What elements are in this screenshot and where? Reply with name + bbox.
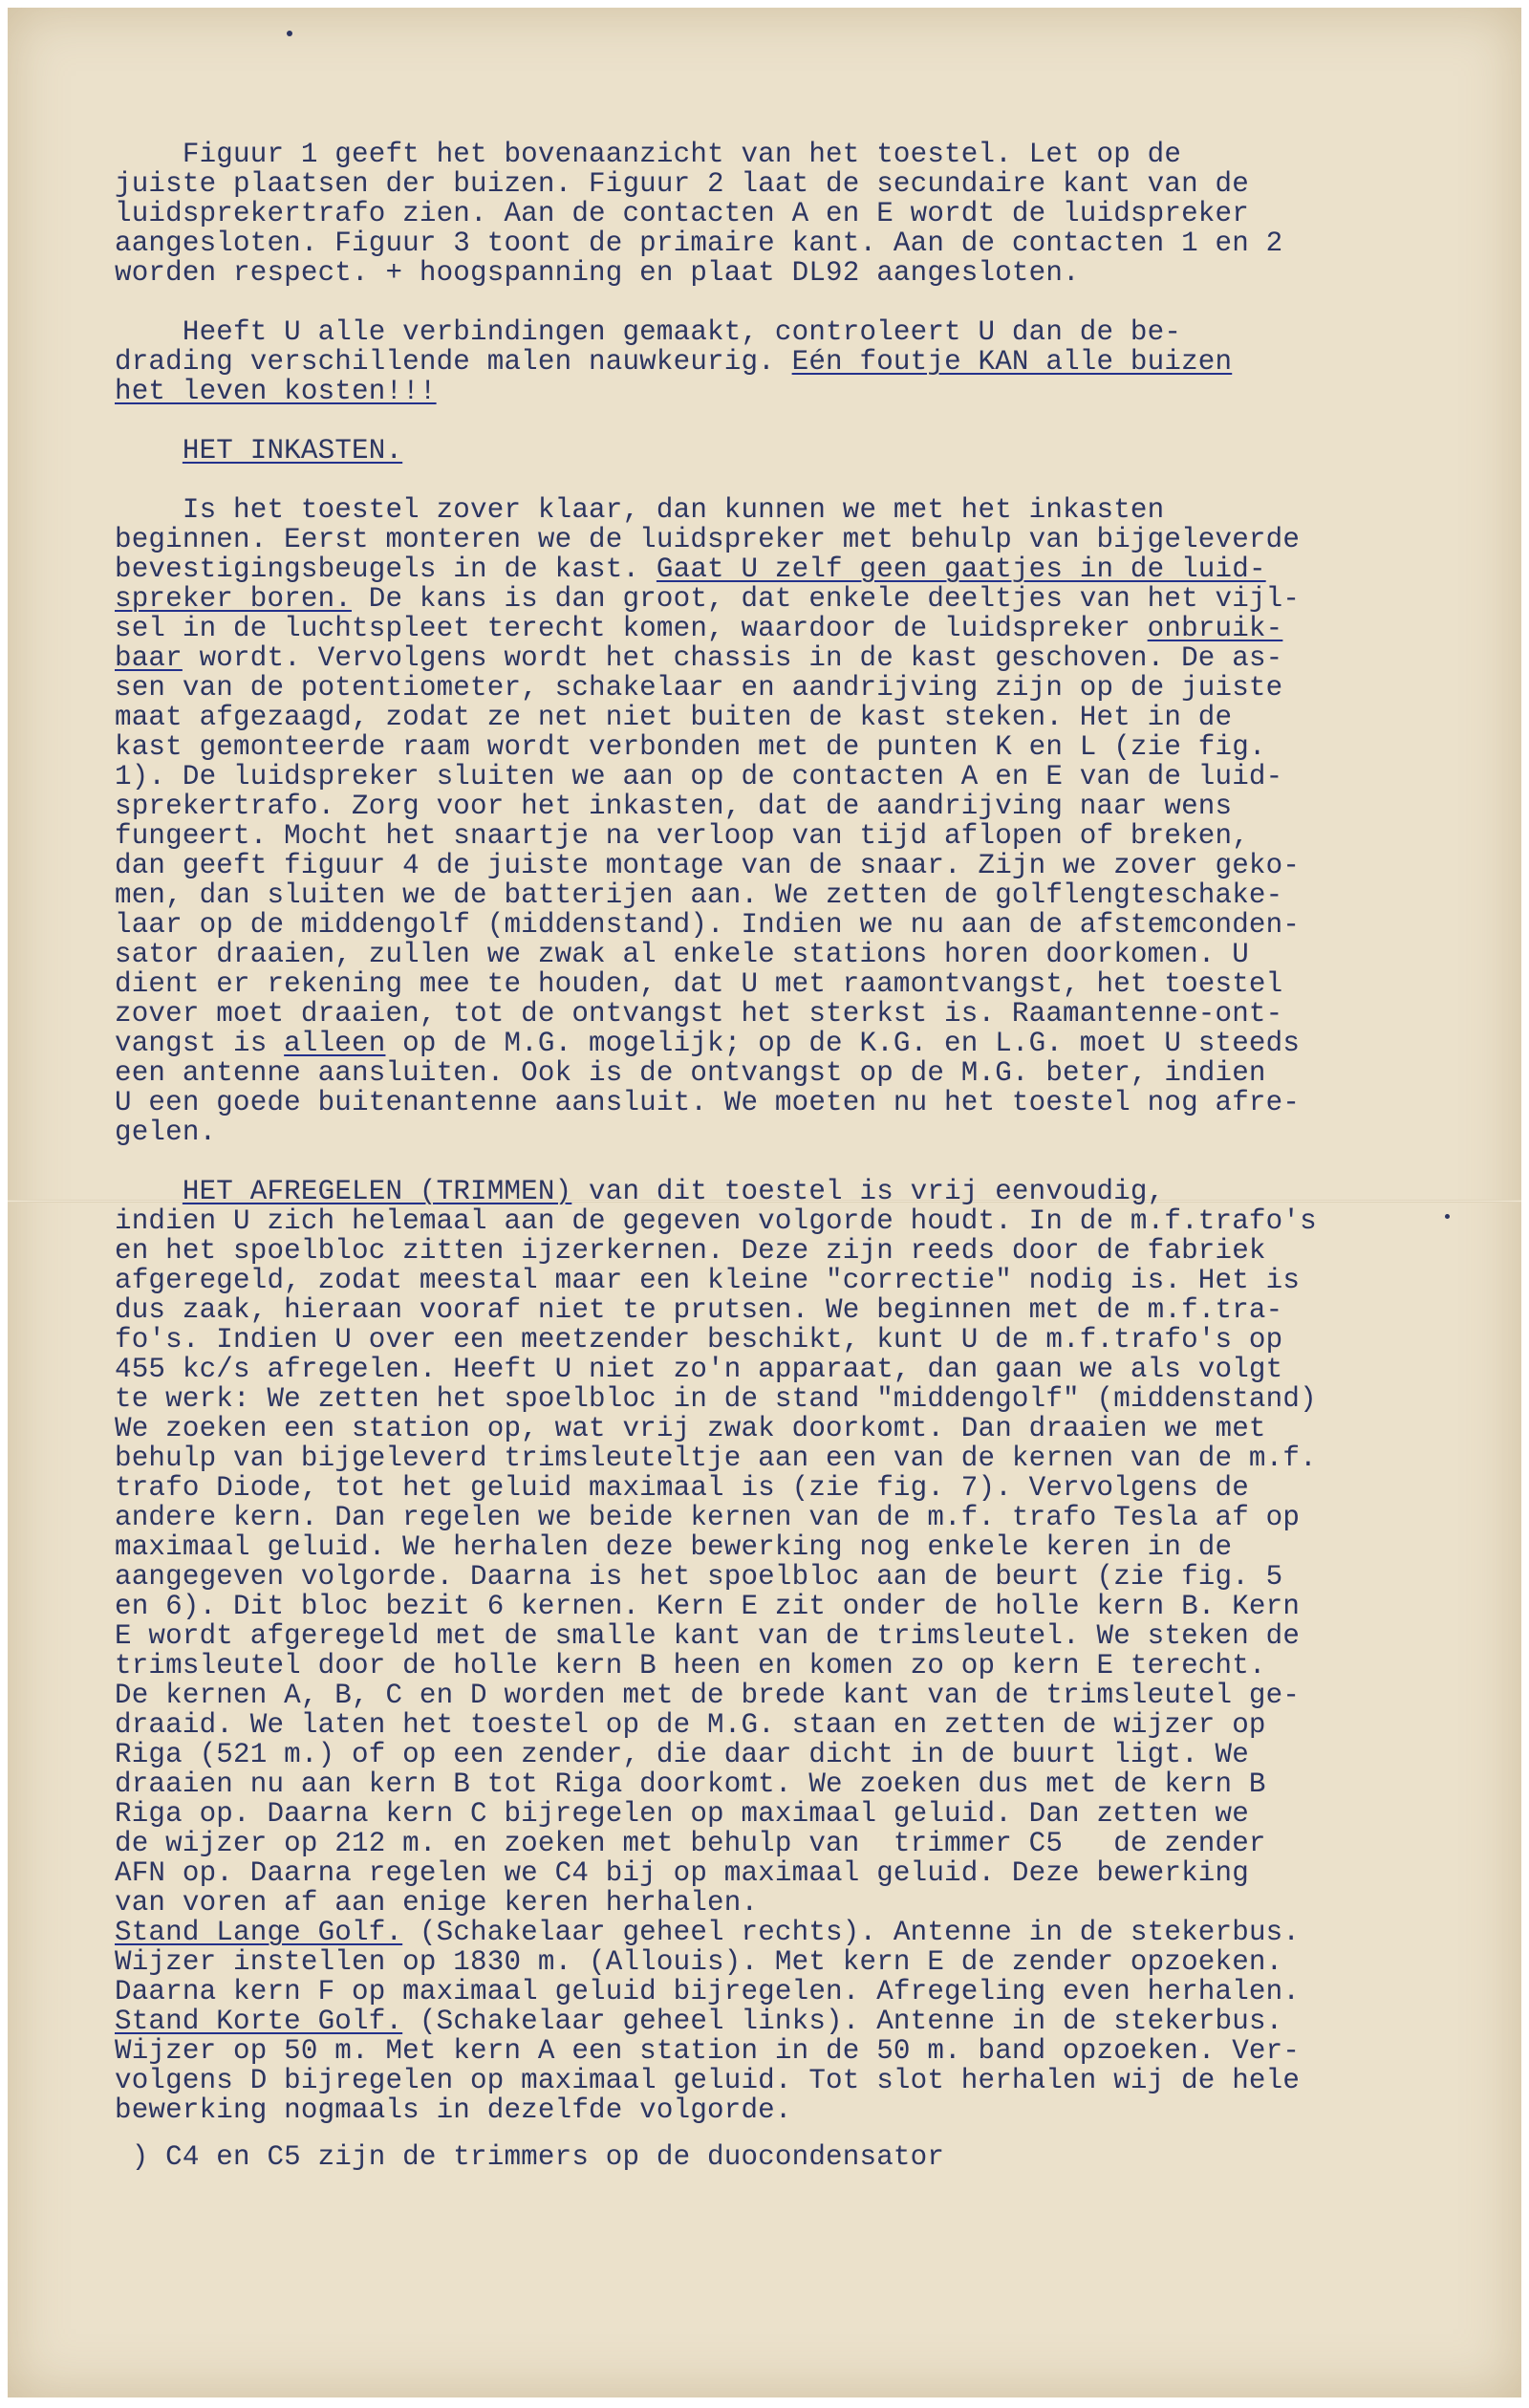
text-line: maximaal geluid. We herhalen deze bewerking nog enkele keren in de (115, 1531, 1233, 1563)
text-line: AFN op. Daarna regelen we C4 bij op maximaal geluid. Deze bewerking (115, 1857, 1249, 1889)
text-line: juiste plaatsen der buizen. Figuur 2 laat de secundaire kant van de (115, 168, 1249, 200)
underlined-text: HET INKASTEN. (182, 435, 403, 466)
text-line: sator draaien, zullen we zwak al enkele stations horen doorkomen. U (115, 939, 1249, 970)
text-line: sprekertrafo. Zorg voor het inkasten, dat de aandrijving naar wens (115, 791, 1233, 822)
text-line: drading verschillende malen nauwkeurig. Eén foutje KAN alle buizen (115, 346, 1233, 378)
paragraph-afregelen (115, 1177, 1414, 2125)
underlined-text: spreker boren. (115, 583, 353, 615)
underlined-text: baar (115, 642, 183, 674)
text-line: trimsleutel door de holle kern B heen en komen zo op kern E terecht. (115, 1650, 1266, 1681)
text-line: Heeft U alle verbindingen gemaakt, controleert U dan de be- (115, 316, 1182, 348)
text-line: en het spoelbloc zitten ijzerkernen. Deze zijn reeds door de fabriek (115, 1235, 1266, 1267)
text-line: een antenne aansluiten. Ook is de ontvangst op de M.G. beter, indien (115, 1057, 1266, 1089)
ink-dot (1445, 1214, 1450, 1219)
text-line: 455 kc/s afregelen. Heeft U niet zo'n apparaat, dan gaan we als volgt (115, 1354, 1283, 1385)
text-line: dient er rekening mee te houden, dat U met raamontvangst, het toestel (115, 968, 1283, 1000)
paragraph-intro (115, 140, 1414, 288)
text-line: HET AFREGELEN (TRIMMEN) van dit toestel is vrij eenvoudig, (182, 1176, 1165, 1207)
section-heading-inkasten (115, 436, 1414, 466)
text-line: Daarna kern F op maximaal geluid bijregelen. Afregeling even herhalen. (115, 1976, 1301, 2007)
text-line: fo's. Indien U over een meetzender beschikt, kunt U de m.f.trafo's op (115, 1324, 1283, 1356)
text-line: Is het toestel zover klaar, dan kunnen we met het inkasten (115, 494, 1165, 526)
text-line: men, dan sluiten we de batterijen aan. We zetten de golflengteschake- (115, 879, 1283, 911)
text-line: fungeert. Mocht het snaartje na verloop van tijd aflopen of breken, (115, 820, 1249, 852)
underlined-text: Stand Lange Golf. (115, 1917, 403, 1948)
text-line: Stand Lange Golf. (Schakelaar geheel rechts). Antenne in de stekerbus. (115, 1917, 1301, 1948)
underlined-text: HET AFREGELEN (TRIMMEN) (182, 1176, 572, 1207)
text-line: behulp van bijgeleverd trimsleuteltje aan een van de kernen van de m.f. (115, 1443, 1317, 1474)
text-line: vangst is alleen op de M.G. mogelijk; op de K.G. en L.G. moet U steeds (115, 1028, 1301, 1059)
text-line (115, 436, 1414, 466)
text-line: volgens D bijregelen op maximaal geluid. Tot slot herhalen wij de hele (115, 2065, 1301, 2096)
text-line: bevestigingsbeugels in de kast. Gaat U zelf geen gaatjes in de luid- (115, 553, 1266, 585)
text-line: sel in de luchtspleet terecht komen, waardoor de luidspreker onbruik- (115, 613, 1283, 644)
text-line: dan geeft figuur 4 de juiste montage van de snaar. Zijn we zover geko- (115, 850, 1301, 881)
text-line: 1). De luidspreker sluiten we aan op de contacten A en E van de luid- (115, 761, 1283, 792)
text-line: U een goede buitenantenne aansluit. We moeten nu het toestel nog afre- (115, 1087, 1301, 1118)
text-line: bewerking nogmaals in dezelfde volgorde. (115, 2094, 792, 2126)
text-line: te werk: We zetten het spoelbloc in de stand "middengolf" (middenstand) (115, 1383, 1317, 1415)
text-line: De kernen A, B, C en D worden met de brede kant van de trimsleutel ge- (115, 1680, 1301, 1711)
text-line: en 6). Dit bloc bezit 6 kernen. Kern E zit onder de holle kern B. Kern (115, 1591, 1301, 1622)
text-line: indien U zich helemaal aan de gegeven volgorde houdt. In de m.f.trafo's (115, 1205, 1317, 1237)
text-line: Wijzer instellen op 1830 m. (Allouis). Met kern E de zender opzoeken. (115, 1946, 1283, 1978)
text-line: Wijzer op 50 m. Met kern A een station in de 50 m. band opzoeken. Ver- (115, 2035, 1301, 2067)
text-line: Stand Korte Golf. (Schakelaar geheel links). Antenne in de stekerbus. (115, 2006, 1283, 2037)
text-line: baar wordt. Vervolgens wordt het chassis in de kast geschoven. De as- (115, 642, 1283, 674)
text-line: spreker boren. De kans is dan groot, dat enkele deeltjes van het vijl- (115, 583, 1301, 615)
document-body (115, 140, 1414, 2172)
text-line: kast gemonteerde raam wordt verbonden met de punten K en L (zie fig. (115, 731, 1266, 763)
underlined-text: alleen (284, 1028, 386, 1059)
text-line: draaid. We laten het toestel op de M.G. staan en zetten de wijzer op (115, 1709, 1266, 1741)
underlined-text: Stand Korte Golf. (115, 2006, 403, 2037)
text-line (115, 377, 1414, 406)
footnote (115, 2142, 1414, 2172)
text-line: van voren af aan enige keren herhalen. (115, 1887, 759, 1919)
text-line: gelen. (115, 1117, 217, 1148)
underlined-text: Gaat U zelf geen gaatjes in de luid- (656, 553, 1266, 585)
underlined-text: Eén foutje KAN alle buizen (791, 346, 1233, 378)
text-line: trafo Diode, tot het geluid maximaal is (zie fig. 7). Vervolgens de (115, 1472, 1249, 1504)
text-line: zover moet draaien, tot de ontvangst het sterkst is. Raamantenne-ont- (115, 998, 1283, 1030)
text-line: luidsprekertrafo zien. Aan de contacten A en E wordt de luidspreker (115, 198, 1249, 229)
text-line: beginnen. Eerst monteren we de luidspreker met behulp van bijgeleverde (115, 524, 1301, 555)
text-line: ) C4 en C5 zijn de trimmers op de duocondensator (115, 2141, 945, 2173)
text-line: maat afgezaagd, zodat ze net niet buiten de kast steken. Het in de (115, 702, 1233, 733)
text-line: E wordt afgeregeld met de smalle kant van de trimsleutel. We steken de (115, 1620, 1301, 1652)
text-line: worden respect. + hoogspanning en plaat DL92 aangesloten. (115, 257, 1080, 289)
text-line: We zoeken een station op, wat vrij zwak doorkomt. Dan draaien we met (115, 1413, 1266, 1444)
text-line: dus zaak, hieraan vooraf niet te prutsen. We beginnen met de m.f.tra- (115, 1294, 1283, 1326)
underlined-text: onbruik- (1147, 613, 1283, 644)
text-line: Figuur 1 geeft het bovenaanzicht van het toestel. Let op de (115, 139, 1182, 170)
text-line: laar op de middengolf (middenstand). Indien we nu aan de afstemconden- (115, 909, 1301, 941)
text-line: draaien nu aan kern B tot Riga doorkomt. We zoeken dus met de kern B (115, 1768, 1266, 1800)
text-line: de wijzer op 212 m. en zoeken met behulp van trimmer C5 de zender (115, 1828, 1266, 1859)
paper-page (8, 8, 1521, 2397)
paragraph-wiring-check (115, 317, 1414, 406)
text-line: afgeregeld, zodat meestal maar een kleine "correctie" nodig is. Het is (115, 1265, 1301, 1296)
text-line: Riga op. Daarna kern C bijregelen op maximaal geluid. Dan zetten we (115, 1798, 1249, 1830)
text-line: sen van de potentiometer, schakelaar en aandrijving zijn op de juiste (115, 672, 1283, 704)
ink-dot (287, 31, 292, 36)
underlined-text: het leven kosten!!! (115, 376, 437, 407)
text-line: aangesloten. Figuur 3 toont de primaire kant. Aan de contacten 1 en 2 (115, 228, 1283, 259)
text-line: Riga (521 m.) of op een zender, die daar dicht in de buurt ligt. We (115, 1739, 1249, 1770)
text-line: andere kern. Dan regelen we beide kernen van de m.f. trafo Tesla af op (115, 1502, 1301, 1533)
paragraph-inkasten (115, 495, 1414, 1147)
text-line: aangegeven volgorde. Daarna is het spoelbloc aan de beurt (zie fig. 5 (115, 1561, 1283, 1593)
